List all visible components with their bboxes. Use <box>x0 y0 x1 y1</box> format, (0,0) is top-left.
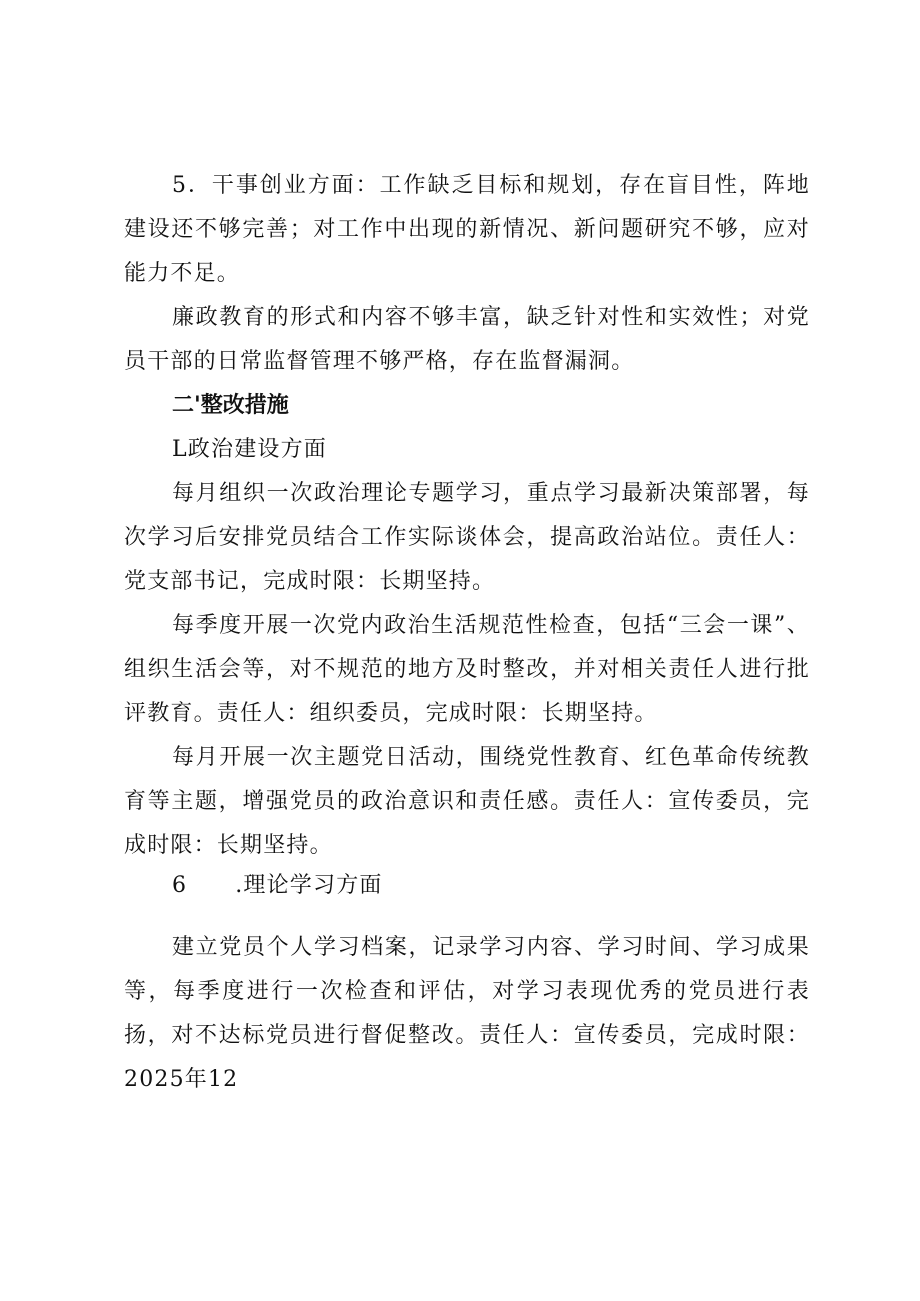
paragraph-quarterly-inspection: 每季度开展一次党内政治生活规范性检查，包括“三会一课”、组织生活会等，对不规范的地方及时整改，并对相关责任人进行批评教育。责任人：组织委员，完成时限：长期坚持。 <box>124 613 810 726</box>
subheading-text: .理论学习方面 <box>235 873 383 898</box>
subheading-political-construction: L政治建设方面 <box>172 437 328 462</box>
paragraph-theme-party-day: 每月开展一次主题党日活动，围绕党性教育、红色革命传统教育等主题，增强党员的政治意识和责任感。责任人：宣传委员，完成时限：长期坚持。 <box>124 745 810 858</box>
subheading-number: 6 <box>172 873 188 898</box>
subheading-theory-study <box>172 864 383 908</box>
paragraph-entrepreneurship-issue: 5．干事创业方面：工作缺乏目标和规划，存在盲目性，阵地建设还不够完善；对工作中出现的新情况、新问题研究不够，应对能力不足。 <box>124 173 810 286</box>
paragraph-monthly-theory-study: 每月组织一次政治理论专题学习，重点学习最新决策部署，每次学习后安排党员结合工作实际谈体会，提高政治站位。责任人：党支部书记，完成时限：长期坚持。 <box>124 481 810 594</box>
paragraph-study-archive: 建立党员个人学习档案，记录学习内容、学习时间、学习成果等，每季度进行一次检查和评估，对学习表现优秀的党员进行表扬，对不达标党员进行督促整改。责任人：宣传委员，完成时限：2025年12 <box>124 935 810 1092</box>
paragraph-integrity-education-issue: 廉政教育的形式和内容不够丰富，缺乏针对性和实效性；对党员干部的日常监督管理不够严格，存在监督漏洞。 <box>124 305 810 374</box>
section-heading-rectification-measures: 二'整改措施 <box>172 393 289 418</box>
